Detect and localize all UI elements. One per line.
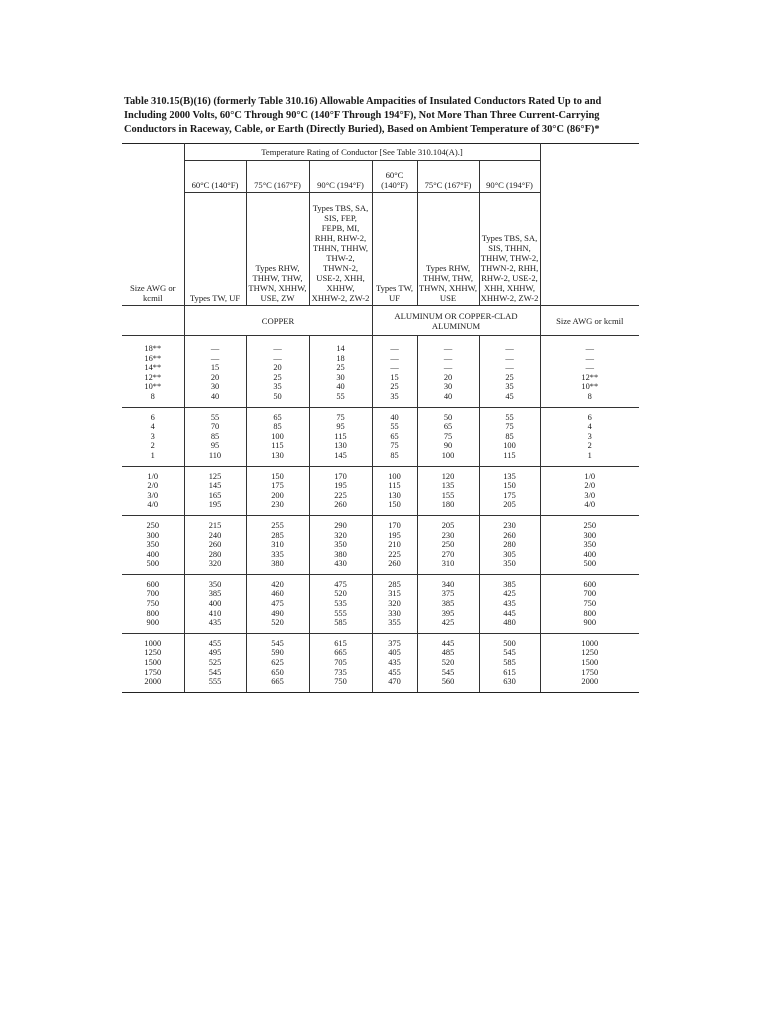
size-cell: 18** 16** 14** 12** 10** 8 (122, 336, 184, 408)
ampacity-cell: 500 545 585 615 630 (479, 633, 540, 692)
ampacity-cell: 255 285 310 335 380 (246, 515, 309, 574)
ampacity-cell: 205 230 250 270 310 (417, 515, 479, 574)
ampacity-cell: — — 20 25 35 50 (246, 336, 309, 408)
header-corner (122, 144, 184, 161)
ampacity-cell: 65 85 100 115 130 (246, 407, 309, 466)
ampacity-cell: 340 375 385 395 425 (417, 574, 479, 633)
ampacity-cell: 285 315 320 330 355 (372, 574, 417, 633)
ampacity-cell: 445 485 520 545 560 (417, 633, 479, 692)
size-cell-right: 1/0 2/0 3/0 4/0 (540, 466, 639, 515)
temp-header-cu-75: 75°C (167°F) (246, 161, 309, 193)
ampacity-cell: 545 590 625 650 665 (246, 633, 309, 692)
types-al-75: Types RHW, THHW, THW, THWN, XHHW, USE (417, 193, 479, 306)
ampacity-cell: 290 320 350 380 430 (309, 515, 372, 574)
ampacity-table (122, 143, 639, 693)
temp-header-cu-90: 90°C (194°F) (309, 161, 372, 193)
size-cell: 600 700 750 800 900 (122, 574, 184, 633)
types-al-90: Types TBS, SA, SIS, THHN, THHW, THW-2, THWN-2, RHH, RHW-2, USE-2, XHH, XHHW, XHHW-2, ZW-2 (479, 193, 540, 306)
ampacity-cell: 615 665 705 735 750 (309, 633, 372, 692)
size-cell-right: 600 700 750 800 900 (540, 574, 639, 633)
types-al-60: Types TW, UF (372, 193, 417, 306)
table-row (122, 633, 639, 692)
temp-header-al-60: 60°C (140°F) (372, 161, 417, 193)
ampacity-cell: 150 175 200 230 (246, 466, 309, 515)
ampacity-cell: 55 75 85 100 115 (479, 407, 540, 466)
ampacity-cell: 170 195 210 225 260 (372, 515, 417, 574)
ampacity-cell: 420 460 475 490 520 (246, 574, 309, 633)
copper-label: COPPER (184, 306, 372, 336)
table-row (122, 407, 639, 466)
size-header-right: Size AWG or kcmil (540, 306, 639, 336)
size-cell: 250 300 350 400 500 (122, 515, 184, 574)
ampacity-cell: 375 405 435 455 470 (372, 633, 417, 692)
ampacity-cell: 350 385 400 410 435 (184, 574, 246, 633)
temp-header-cu-60: 60°C (140°F) (184, 161, 246, 193)
size-cell-right: 6 4 3 2 1 (540, 407, 639, 466)
size-cell: 1000 1250 1500 1750 2000 (122, 633, 184, 692)
types-cu-90: Types TBS, SA, SIS, FEP, FEPB, MI, RHH, RHW-2, THHN, THHW, THW-2, THWN-2, USE-2, XHH, XHHW, XHHW-2, ZW-2 (309, 193, 372, 306)
temp-header-al-90: 90°C (194°F) (479, 161, 540, 193)
ampacity-cell: 215 240 260 280 320 (184, 515, 246, 574)
header-right-blank-2 (540, 161, 639, 193)
aluminum-label: ALUMINUM OR COPPER-CLAD ALUMINUM (372, 306, 540, 336)
ampacity-cell: 230 260 280 305 350 (479, 515, 540, 574)
ampacity-cell: 475 520 535 555 585 (309, 574, 372, 633)
ampacity-cell: 170 195 225 260 (309, 466, 372, 515)
ampacity-cell: 385 425 435 445 480 (479, 574, 540, 633)
table-row (122, 336, 639, 408)
size-cell-right: 1000 1250 1500 1750 2000 (540, 633, 639, 692)
table-row (122, 466, 639, 515)
size-cell: 1/0 2/0 3/0 4/0 (122, 466, 184, 515)
ampacity-cell: 455 495 525 545 555 (184, 633, 246, 692)
ampacity-cell: 50 65 75 90 100 (417, 407, 479, 466)
material-spacer (122, 306, 184, 336)
size-cell-right: 250 300 350 400 500 (540, 515, 639, 574)
header-right-blank (540, 144, 639, 161)
ampacity-cell: 40 55 65 75 85 (372, 407, 417, 466)
temperature-rating-header: Temperature Rating of Conductor [See Table 310.104(A).] (184, 144, 540, 161)
ampacity-cell: — — 15 20 30 40 (184, 336, 246, 408)
ampacity-cell: — — — 25 35 45 (479, 336, 540, 408)
ampacity-cell: — — — 20 30 40 (417, 336, 479, 408)
size-header-left: Size AWG or kcmil (122, 193, 184, 306)
ampacity-cell: 55 70 85 95 110 (184, 407, 246, 466)
ampacity-cell: 100 115 130 150 (372, 466, 417, 515)
types-cu-75: Types RHW, THHW, THW, THWN, XHHW, USE, ZW (246, 193, 309, 306)
table-title: Table 310.15(B)(16) (formerly Table 310.16) Allowable Ampacities of Insulated Conductors Rated Up to and Including 2000 Volts, 60°C Through 90°C (140°F Through 194°F), Not More Than Three Current-Carrying Conductors in Raceway, Cable, or Earth (Directly Buried), Based on Ambient Temperature of 30°C (86°F)* (124, 96, 602, 135)
table-row (122, 574, 639, 633)
ampacity-cell: 120 135 155 180 (417, 466, 479, 515)
ampacity-cell: 125 145 165 195 (184, 466, 246, 515)
size-cell-right: — — — 12** 10** 8 (540, 336, 639, 408)
header-spacer (122, 161, 184, 193)
ampacity-cell: 75 95 115 130 145 (309, 407, 372, 466)
header-right-blank-3 (540, 193, 639, 306)
table-row (122, 515, 639, 574)
types-cu-60: Types TW, UF (184, 193, 246, 306)
ampacity-cell: 135 150 175 205 (479, 466, 540, 515)
temp-header-al-75: 75°C (167°F) (417, 161, 479, 193)
ampacity-cell: 14 18 25 30 40 55 (309, 336, 372, 408)
ampacity-cell: — — — 15 25 35 (372, 336, 417, 408)
size-cell: 6 4 3 2 1 (122, 407, 184, 466)
